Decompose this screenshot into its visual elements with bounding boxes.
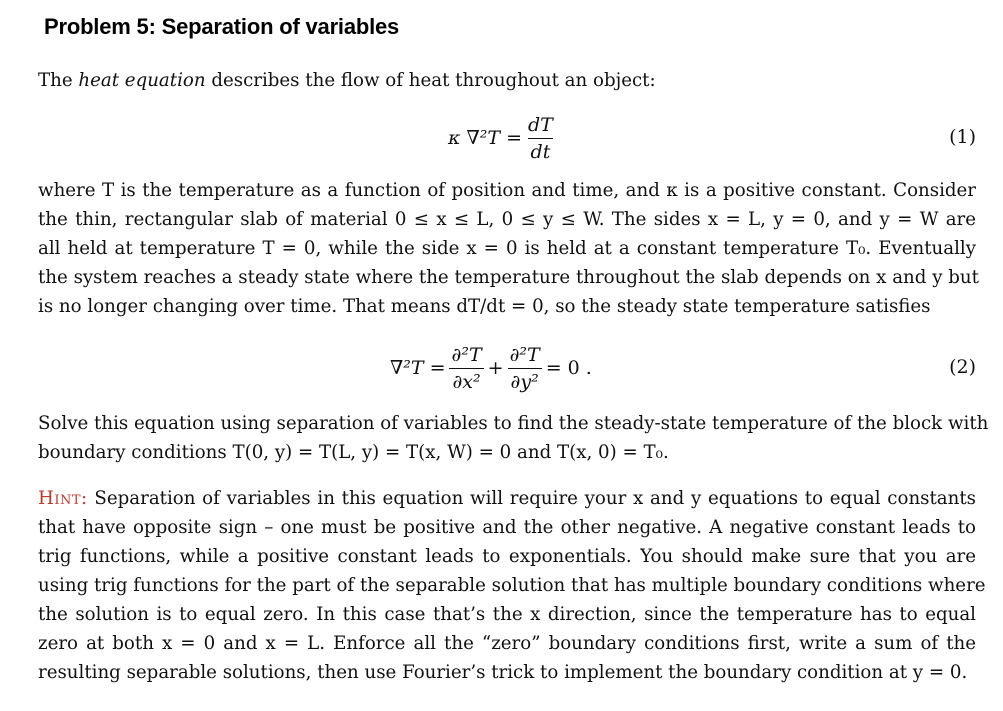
hint-paragraph xyxy=(38,484,986,687)
hint-line: using trig functions for the part of the separable solution that has multiple boundary conditions where xyxy=(38,575,986,596)
intro-text-before: The xyxy=(38,70,79,91)
eq1-denominator: dt xyxy=(528,138,554,163)
hint-line: zero at both x = 0 and x = L. Enforce all the “zero” boundary conditions first, write a sum of the xyxy=(38,633,976,654)
para2-line: is no longer changing over time. That means dT/dt = 0, so the steady state temperature satisfies xyxy=(38,296,931,317)
para2-line: all held at temperature T = 0, while the side x = 0 is held at a constant temperature T₀. Eventually xyxy=(38,238,976,259)
equation-2 xyxy=(38,338,976,398)
hint-line: trig functions, while a positive constant leads to exponentials. You should make sure that you are xyxy=(38,546,976,567)
para2-line: the thin, rectangular slab of material 0 ≤ x ≤ L, 0 ≤ y ≤ W. The sides x = L, y = 0, and y = W are xyxy=(38,209,976,230)
hint-label: Hint: xyxy=(38,488,88,509)
hint-line xyxy=(38,484,976,513)
body-paragraph-2 xyxy=(38,176,979,321)
eq2-frac1-numerator: ∂²T xyxy=(451,343,482,366)
eq2-rhs: = 0 . xyxy=(545,357,592,379)
eq1-number: (1) xyxy=(949,126,976,148)
eq2-frac2-numerator: ∂²T xyxy=(509,343,540,366)
eq2-fraction-2 xyxy=(507,344,543,393)
equation-1 xyxy=(38,110,976,170)
hint-line-text: Separation of variables in this equation will require your x and y equations to equal constants xyxy=(87,488,976,509)
eq1-lhs: κ ∇²T = xyxy=(448,127,523,149)
hint-line: that have opposite sign – one must be positive and the other negative. A negative constant leads to xyxy=(38,517,976,538)
eq2-lhs: ∇²T = xyxy=(390,357,446,379)
eq2-frac2-denominator: ∂y² xyxy=(508,368,542,393)
body-paragraph-3 xyxy=(38,409,989,467)
eq2-frac1-denominator: ∂x² xyxy=(449,368,483,393)
para2-line: where T is the temperature as a function of position and time, and κ is a positive constant. Consider xyxy=(38,180,976,201)
problem-title: Problem 5: Separation of variables xyxy=(44,14,400,39)
hint-line: resulting separable solutions, then use Fourier’s trick to implement the boundary condition at y = 0. xyxy=(38,662,968,683)
intro-emphasis: heat equation xyxy=(78,70,206,91)
eq2-fraction-1 xyxy=(449,344,485,393)
eq1-numerator: dT xyxy=(528,113,553,136)
para3-line: Solve this equation using separation of variables to find the steady-state temperature of the block with xyxy=(38,413,989,434)
para2-line: the system reaches a steady state where the temperature throughout the slab depends on x and y but xyxy=(38,267,979,288)
eq1-fraction xyxy=(525,114,556,163)
intro-text-after: describes the flow of heat throughout an object: xyxy=(205,70,656,91)
eq2-number: (2) xyxy=(949,356,976,378)
eq2-plus: + xyxy=(487,357,504,379)
intro-paragraph xyxy=(38,66,976,95)
hint-line: the solution is to equal zero. In this case that’s the x direction, since the temperature has to equal xyxy=(38,604,976,625)
para3-line: boundary conditions T(0, y) = T(L, y) = T(x, W) = 0 and T(x, 0) = T₀. xyxy=(38,442,669,463)
